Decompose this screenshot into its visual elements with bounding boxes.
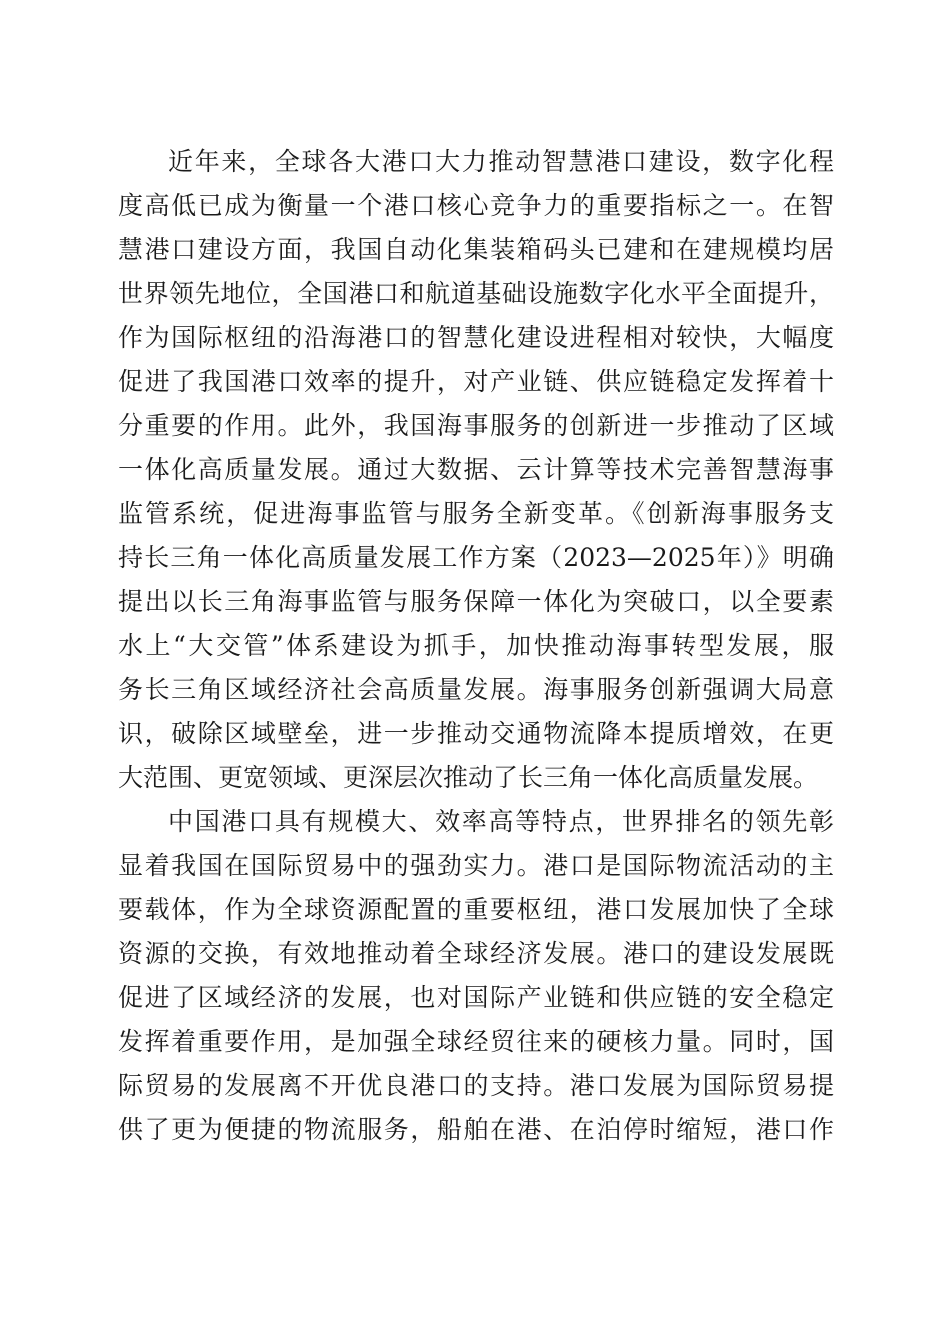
text-line: 促进了区域经济的发展，也对国际产业链和供应链的安全稳定	[118, 983, 834, 1012]
text-line: 提出以长三角海事监管与服务保障一体化为突破口，以全要素	[118, 587, 834, 616]
text-line: 际贸易的发展离不开优良港口的支持。港口发展为国际贸易提	[118, 1071, 834, 1100]
text-line: 大范围、更宽领域、更深层次推动了长三角一体化高质量发展。	[118, 763, 819, 792]
text-line: 世界领先地位，全国港口和航道基础设施数字化水平全面提升，	[118, 279, 834, 308]
text-line: 分重要的作用。此外，我国海事服务的创新进一步推动了区域	[118, 411, 834, 440]
text-line: 识，破除区域壁垒，进一步推动交通物流降本提质增效，在更	[118, 719, 834, 748]
text-line: 显着我国在国际贸易中的强劲实力。港口是国际物流活动的主	[118, 851, 834, 880]
text-line: 持长三角一体化高质量发展工作方案（2023—2025年）》明确	[118, 543, 834, 572]
text-line: 务长三角区域经济社会高质量发展。海事服务创新强调大局意	[118, 675, 834, 704]
paragraph-1	[118, 140, 834, 800]
text-line: 促进了我国港口效率的提升，对产业链、供应链稳定发挥着十	[118, 367, 834, 396]
text-line: 慧港口建设方面，我国自动化集装箱码头已建和在建规模均居	[118, 235, 834, 264]
paragraph-2	[118, 800, 834, 1152]
text-line: 监管系统，促进海事监管与服务全新变革。《创新海事服务支	[118, 499, 834, 528]
text-line: 作为国际枢纽的沿海港口的智慧化建设进程相对较快，大幅度	[118, 323, 834, 352]
text-line: 水上“大交管”体系建设为抓手，加快推动海事转型发展，服	[118, 631, 834, 660]
text-line: 供了更为便捷的物流服务，船舶在港、在泊停时缩短，港口作	[118, 1115, 834, 1144]
document-body	[118, 140, 834, 1152]
text-line: 近年来，全球各大港口大力推动智慧港口建设，数字化程	[168, 147, 834, 176]
text-line: 发挥着重要作用，是加强全球经贸往来的硬核力量。同时，国	[118, 1027, 834, 1056]
text-line: 中国港口具有规模大、效率高等特点，世界排名的领先彰	[168, 807, 834, 836]
text-line: 资源的交换，有效地推动着全球经济发展。港口的建设发展既	[118, 939, 834, 968]
text-line: 一体化高质量发展。通过大数据、云计算等技术完善智慧海事	[118, 455, 834, 484]
text-line: 要载体，作为全球资源配置的重要枢纽，港口发展加快了全球	[118, 895, 834, 924]
text-line: 度高低已成为衡量一个港口核心竞争力的重要指标之一。在智	[118, 191, 834, 220]
